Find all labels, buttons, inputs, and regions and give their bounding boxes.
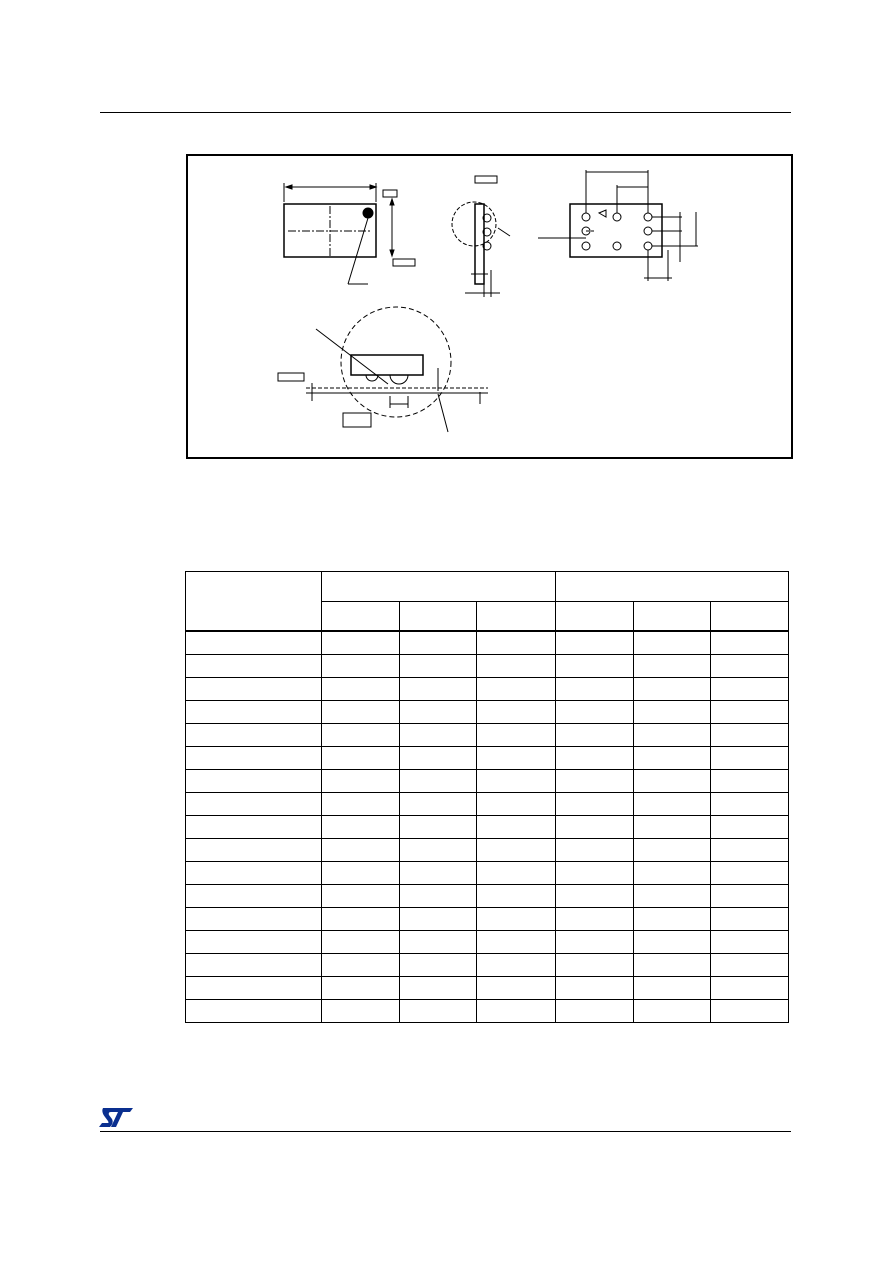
side-view <box>452 176 510 297</box>
detail-view <box>278 307 488 432</box>
package-outline-figure <box>186 154 793 459</box>
header-row-1 <box>186 572 789 602</box>
header-cell-typ-in <box>633 602 710 632</box>
table-row <box>186 839 789 862</box>
table-row <box>186 701 789 724</box>
table-row <box>186 655 789 678</box>
table-row <box>186 678 789 701</box>
header-rule <box>100 112 791 113</box>
table-row <box>186 816 789 839</box>
table-row <box>186 793 789 816</box>
header-cell-mm <box>322 572 555 602</box>
bottom-view <box>538 170 698 281</box>
table-row <box>186 908 789 931</box>
header-cell-dim <box>186 572 322 632</box>
table-row <box>186 931 789 954</box>
package-drawing <box>188 156 791 457</box>
header-cell-max-mm <box>477 602 555 632</box>
header-cell-inches <box>555 572 788 602</box>
table-row <box>186 724 789 747</box>
table-row <box>186 631 789 655</box>
dimensions-table <box>185 571 789 1023</box>
table-row <box>186 954 789 977</box>
header-cell-max-in <box>710 602 788 632</box>
table-row <box>186 770 789 793</box>
st-logo <box>99 1106 135 1128</box>
table-row <box>186 862 789 885</box>
header-cell-typ-mm <box>400 602 477 632</box>
header-cell-min-in <box>555 602 633 632</box>
table-row <box>186 747 789 770</box>
footer-rule <box>100 1131 791 1132</box>
header-cell-min-mm <box>322 602 400 632</box>
table-row <box>186 885 789 908</box>
table-row <box>186 977 789 1000</box>
top-view <box>284 183 415 284</box>
table-row <box>186 1000 789 1023</box>
